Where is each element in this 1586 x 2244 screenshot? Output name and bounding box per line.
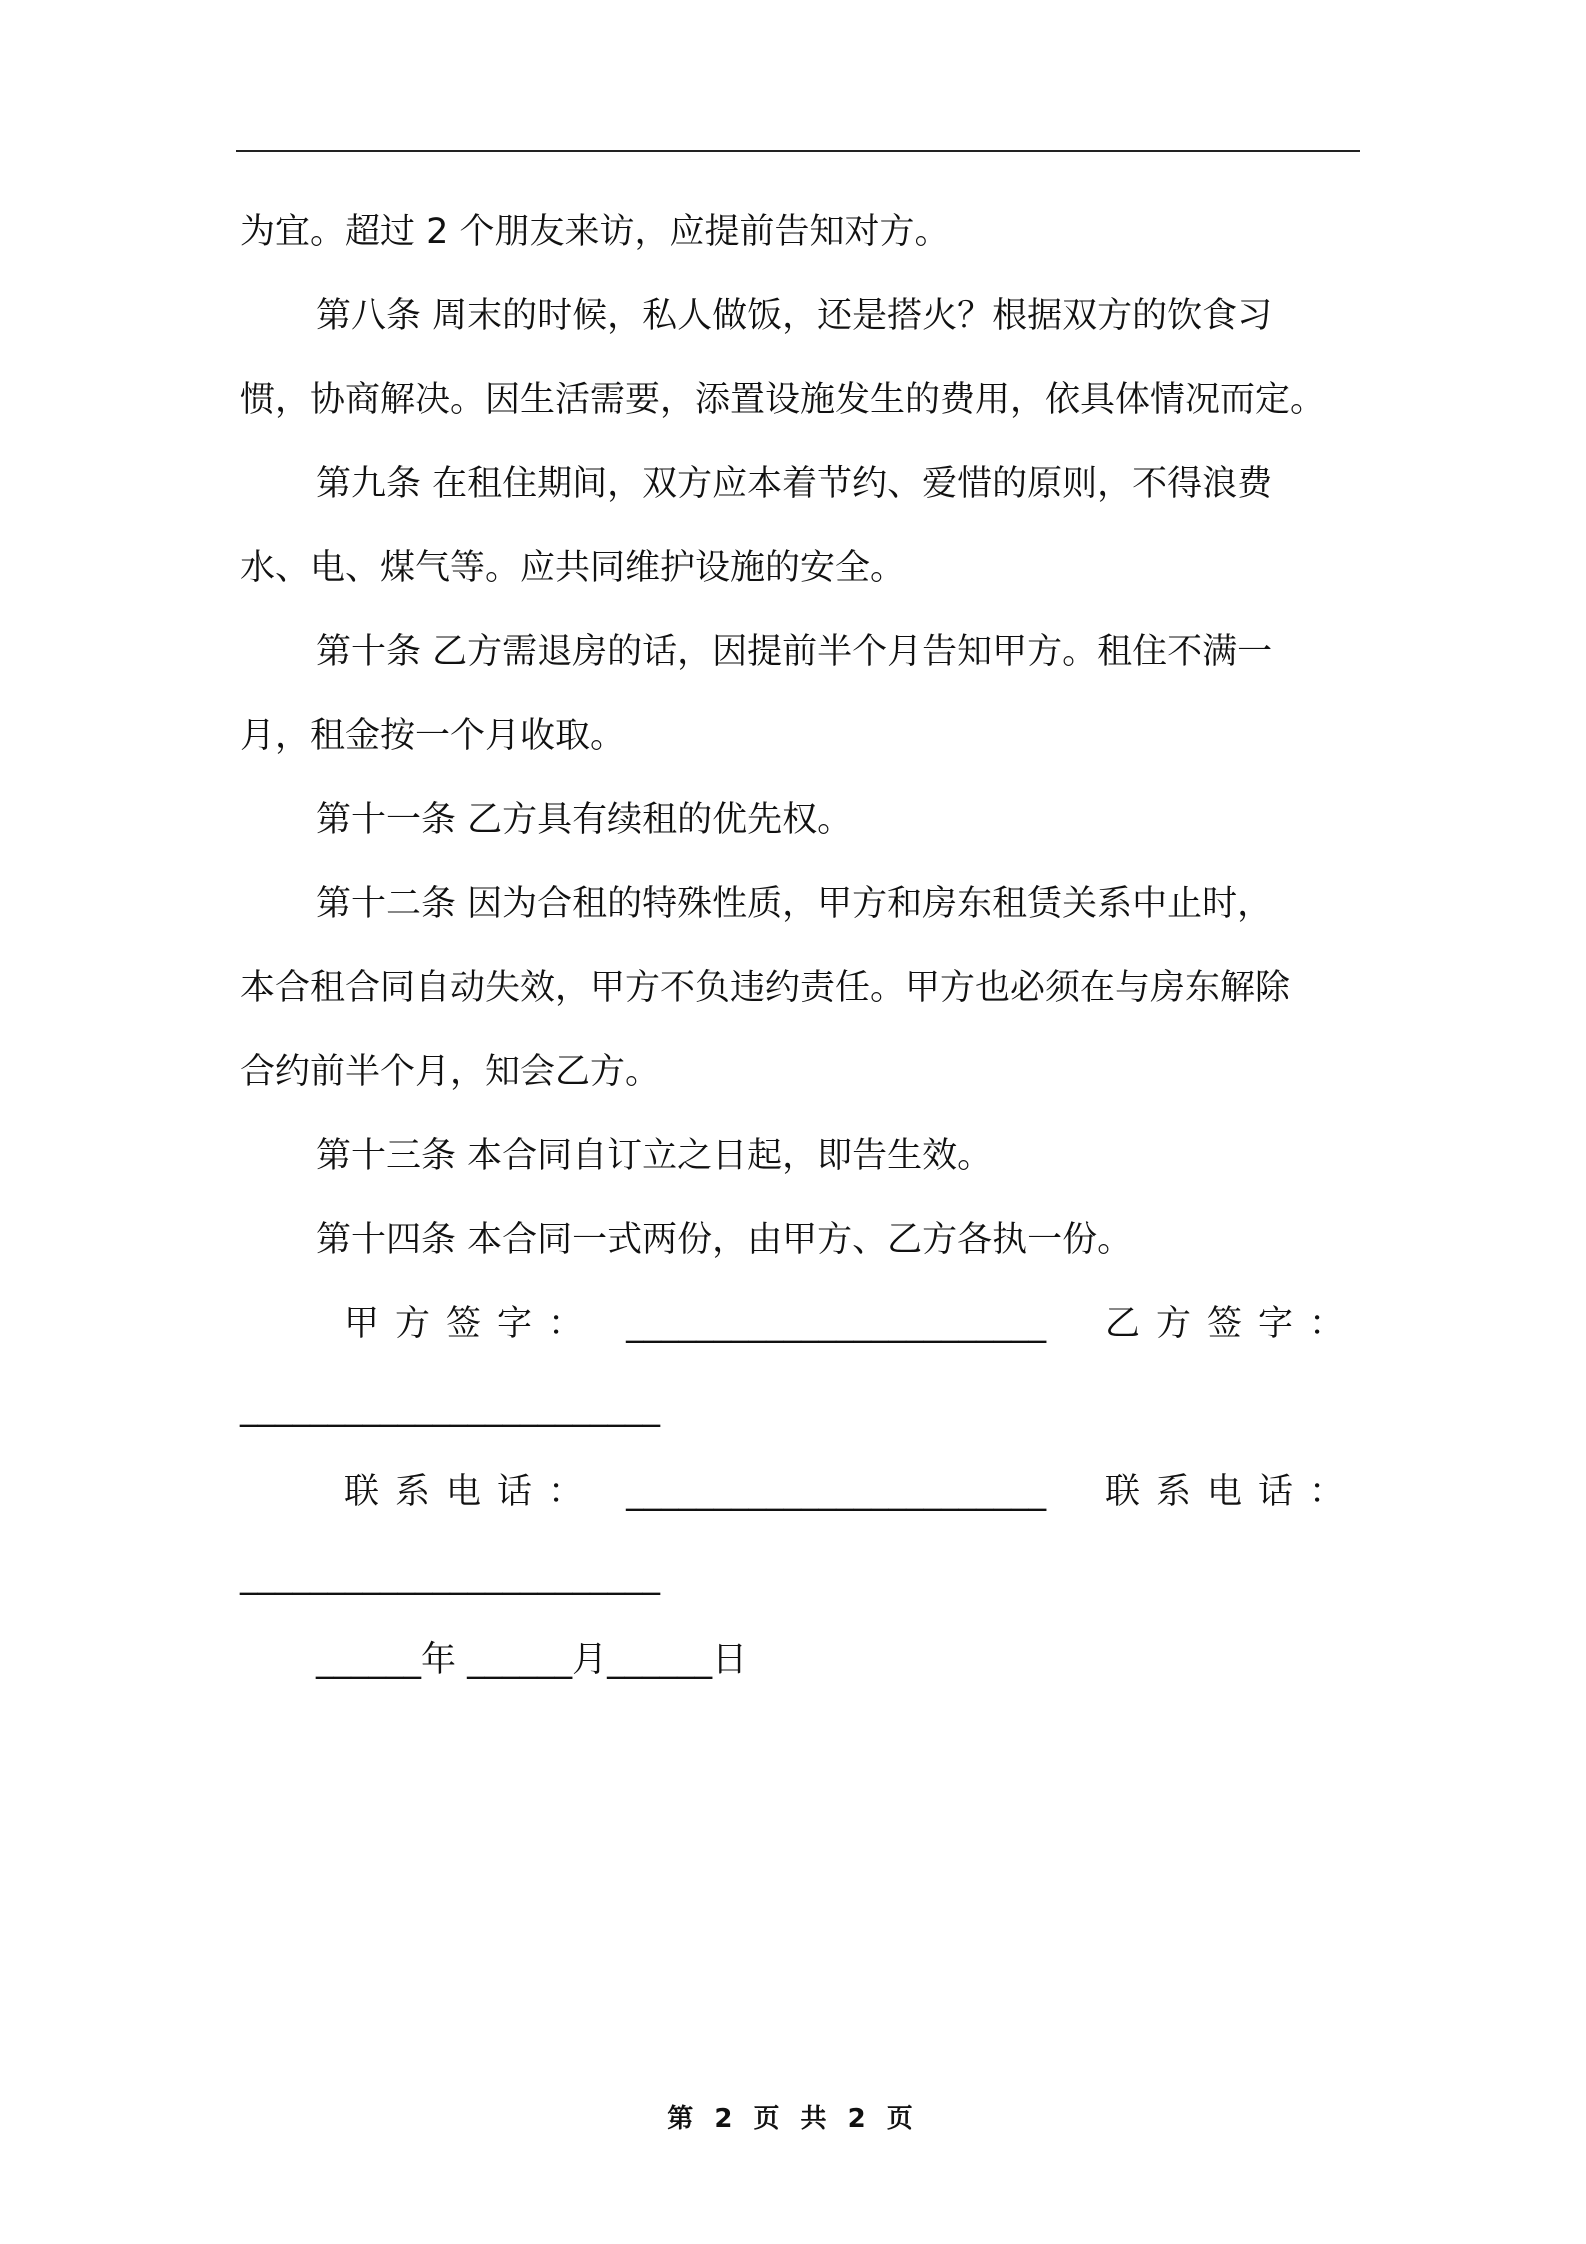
party-a-signature-blank: ________________________ [626,1304,1047,1344]
phone-row [240,1450,1360,1534]
clause-12-line-3: 合约前半个月，知会乙方。 [240,1052,661,1092]
party-b-signature-label: 乙方签字： [1104,1304,1360,1344]
party-b-signature-blank: ________________________ [240,1388,660,1428]
header-rule [236,150,1360,152]
clause-8-line-1: 第八条 周末的时候，私人做饭，还是搭火？根据双方的饮食习 [316,296,1273,336]
clause-9-line-2: 水、电、煤气等。应共同维护设施的安全。 [240,548,906,588]
party-b-phone-blank: ________________________ [240,1556,660,1596]
party-a-phone-label: 联系电话： [344,1472,600,1512]
page-number: 第 2 页 共 2 页 [667,2104,919,2134]
clause-10-line-2: 月，租金按一个月收取。 [240,716,626,756]
clause-9-line-1: 第九条 在租住期间，双方应本着节约、爱惜的原则，不得浪费 [316,464,1273,504]
clause-12-line-1: 第十二条 因为合租的特殊性质，甲方和房东租赁关系中止时， [316,884,1273,924]
clause-11: 第十一条 乙方具有续租的优先权。 [316,800,853,840]
clause-10-line-1: 第十条 乙方需退房的话，因提前半个月告知甲方。租住不满一 [316,632,1273,672]
document-body [240,190,1360,1702]
party-a-phone-blank: ________________________ [626,1472,1047,1512]
clause-8-line-2: 惯，协商解决。因生活需要，添置设施发生的费用，依具体情况而定。 [240,380,1326,420]
party-a-signature-label: 甲方签字： [344,1304,600,1344]
date-line: ______年 ______月______日 [316,1640,748,1680]
clause-13: 第十三条 本合同自订立之日起，即告生效。 [316,1136,993,1176]
paragraph-line: 为宜。超过 2 个朋友来访，应提前告知对方。 [240,212,950,252]
signature-row [240,1282,1360,1366]
clause-14: 第十四条 本合同一式两份，由甲方、乙方各执一份。 [316,1220,1133,1260]
party-b-phone-label: 联系电话： [1104,1472,1360,1512]
clause-12-line-2: 本合租合同自动失效，甲方不负违约责任。甲方也必须在与房东解除 [240,968,1291,1008]
